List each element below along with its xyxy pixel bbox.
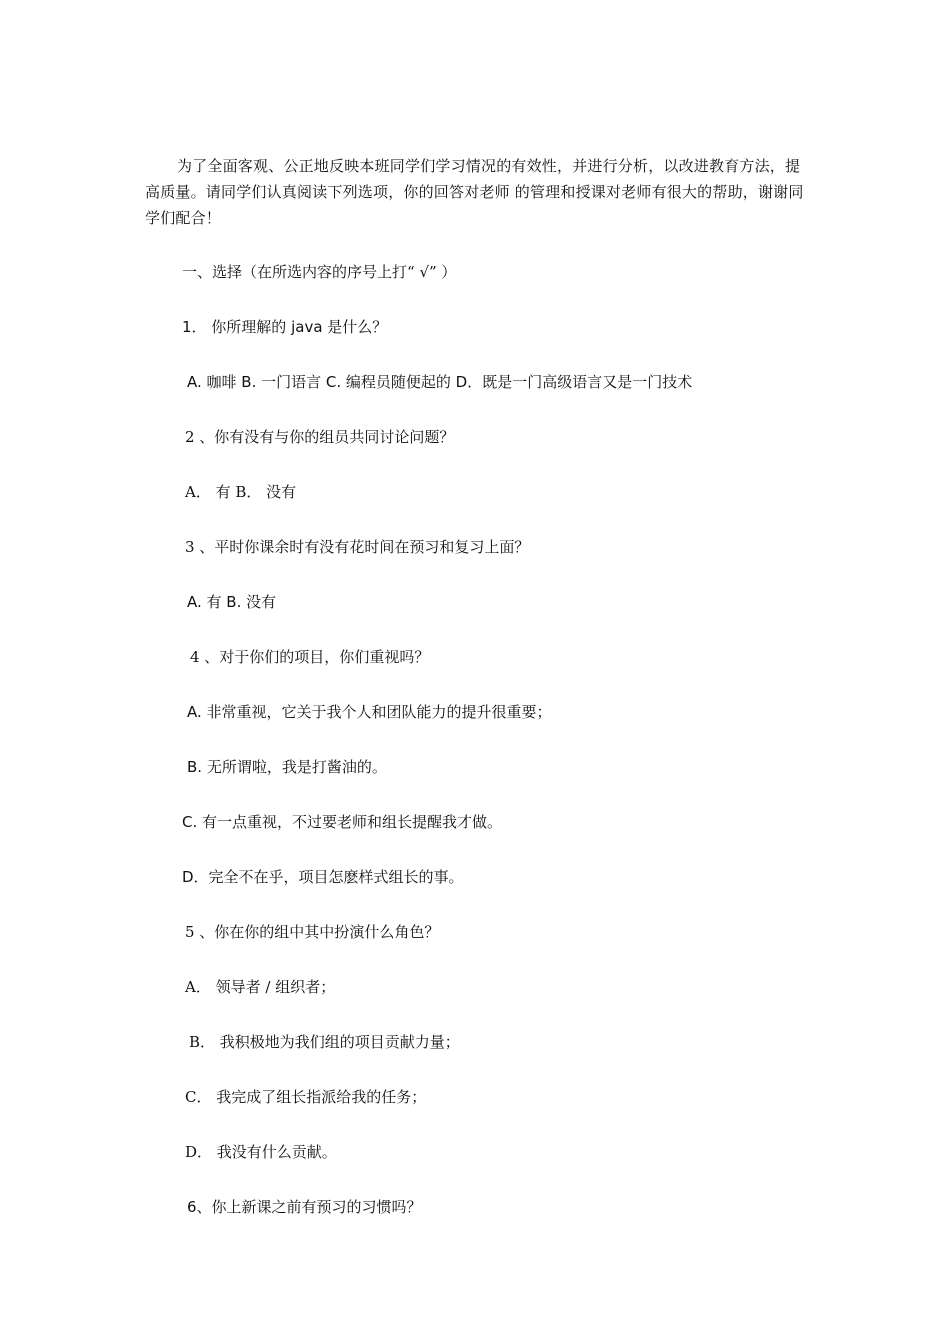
question-5-option-b: B． 我积极地为我们组的项目贡献力量； [189,1033,460,1051]
question-4: 4 、对于你们的项目，你们重视吗？ [190,648,430,666]
question-3-options: A. 有 B. 没有 [187,593,277,611]
question-6: 6、你上新课之前有预习的习惯吗？ [187,1198,422,1216]
question-1-options: A. 咖啡 B. 一门语言 C. 编程员随便起的 D．既是一门高级语言又是一门技术 [187,373,693,391]
question-5-option-c: C． 我完成了组长指派给我的任务； [185,1088,427,1106]
question-5-option-d: D． 我没有什么贡献。 [185,1143,337,1161]
question-2-options: A． 有 B． 没有 [185,483,297,501]
question-4-option-c: C. 有一点重视，不过要老师和组长提醒我才做。 [182,813,503,831]
intro-paragraph: 为了全面客观、公正地反映本班同学们学习情况的有效性，并进行分析，以改进教育方法，提高质量。请同学们认真阅读下列选项，你的回答对老师 的管理和授课对老师有很大的帮助，谢谢同学们配合！ [145,157,804,227]
question-1: 1． 你所理解的 java 是什么？ [182,318,388,336]
question-2: 2 、你有没有与你的组员共同讨论问题？ [185,428,455,446]
question-4-option-d: D．完全不在乎，项目怎麽样式组长的事。 [182,868,464,886]
question-5-option-a: A． 领导者 / 组织者； [185,978,336,996]
question-4-option-b: B. 无所谓啦，我是打酱油的。 [187,758,387,776]
question-5: 5 、你在你的组中其中扮演什么角色？ [185,923,440,941]
question-4-option-a: A. 非常重视，它关于我个人和团队能力的提升很重要； [187,703,552,721]
question-3: 3 、平时你课余时有没有花时间在预习和复习上面？ [185,538,530,556]
section-heading: 一、选择（在所选内容的序号上打“ √” ） [182,263,457,281]
